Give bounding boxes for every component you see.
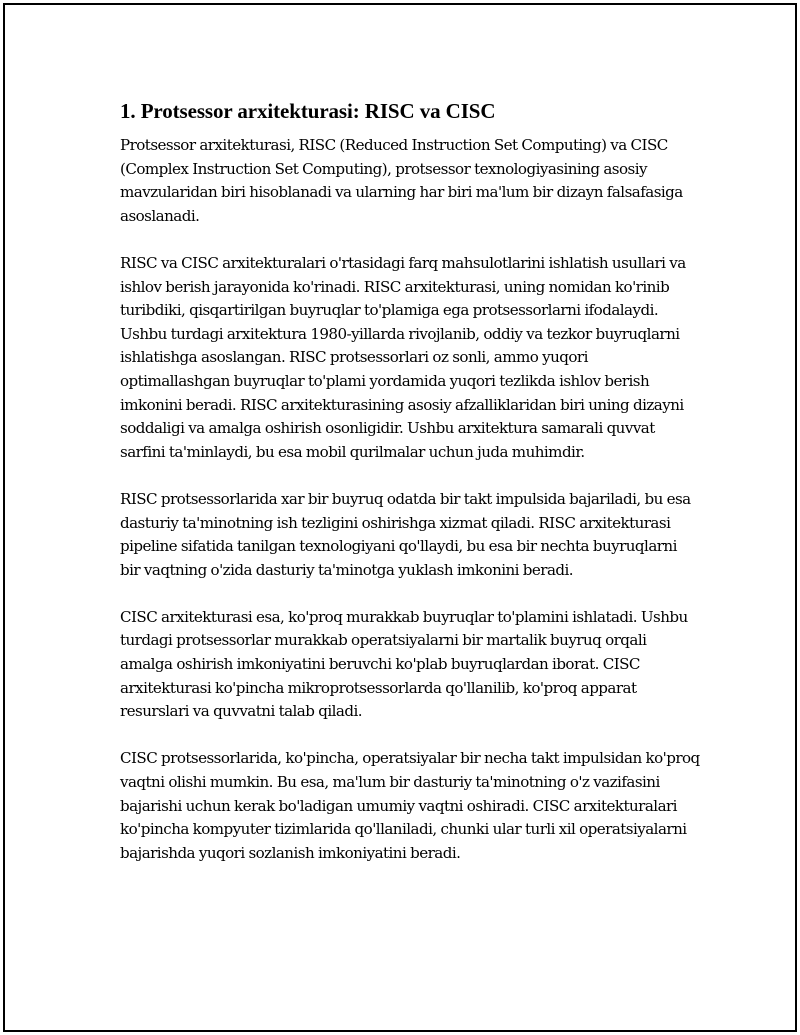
document-page [3, 3, 797, 1032]
paragraph-cisc-overview: CISC arxitekturasi esa, ko'proq murakkab buyruqlar to'plamini ishlatadi. Ushbu turdagi protsessorlar murakkab operatsiyalarni bir martalik buyruq orqali amalga oshirish imkoniyatini beruvchi ko'plab buyruqlardan iborat. CISC arxitekturasi ko'pincha mikroprotsessorlarda qo'llanilib, ko'proq apparat resurslari va quvvatni talab qiladi. [120, 607, 688, 721]
paragraph-risc-pipeline: RISC protsessorlarida xar bir buyruq odatda bir takt impulsida bajariladi, bu esa dasturiy ta'minotning ish tezligini oshirishga xizmat qiladi. RISC arxitekturasi pipeline sifatida tanilgan texnologiyani qo'llaydi, bu esa bir nechta buyruqlarni bir vaqtning o'zida dasturiy ta'minotga yuklash imkonini beradi. [120, 489, 691, 579]
paragraph-risc-overview: RISC va CISC arxitekturalari o'rtasidagi farq mahsulotlarini ishlatish usullari va ishlov berish jarayonida ko'rinadi. RISC arxitekturasi, uning nomidan ko'rinib turibdiki, qisqartirilgan buyruqlar to'plamiga ega protsessorlarni ifodalaydi. Ushbu turdagi arxitektura 1980-yillarda rivojlanib, oddiy va tezkor buyruqlarni ishlatishga asoslangan. RISC protsessorlari oz sonli, ammo yuqori optimallashgan buyruqlar to'plami yordamida yuqori tezlikda ishlov berish imkonini beradi. RISC arxitekturasining asosiy afzalliklaridan biri uning dizayni soddaligi va amalga oshirish osonligidir. Ushbu arxitektura samarali quvvat sarfini ta'minlaydi, bu esa mobil qurilmalar uchun juda muhimdir. [120, 253, 686, 461]
paragraph-cisc-timing: CISC protsessorlarida, ko'pincha, operatsiyalar bir necha takt impulsidan ko'proq vaqtni olishi mumkin. Bu esa, ma'lum bir dasturiy ta'minotning o'z vazifasini bajarishi uchun kerak bo'ladigan umumiy vaqtni oshiradi. CISC arxitekturalari ko'pincha kompyuter tizimlarida qo'llaniladi, chunki ular turli xil operatsiyalarni bajarishda yuqori sozlanish imkoniyatini beradi. [120, 749, 700, 862]
document-body [120, 97, 700, 865]
paragraph-intro: Protsessor arxitekturasi, RISC (Reduced Instruction Set Computing) va CISC (Complex Instruction Set Computing), protsessor texnologiyasining asosiy mavzularidan biri hisoblanadi va ularning har biri ma'lum bir dizayn falsafasiga asoslanadi. [120, 136, 683, 225]
section-heading: 1. Protsessor arxitekturasi: RISC va CISC [120, 99, 496, 123]
